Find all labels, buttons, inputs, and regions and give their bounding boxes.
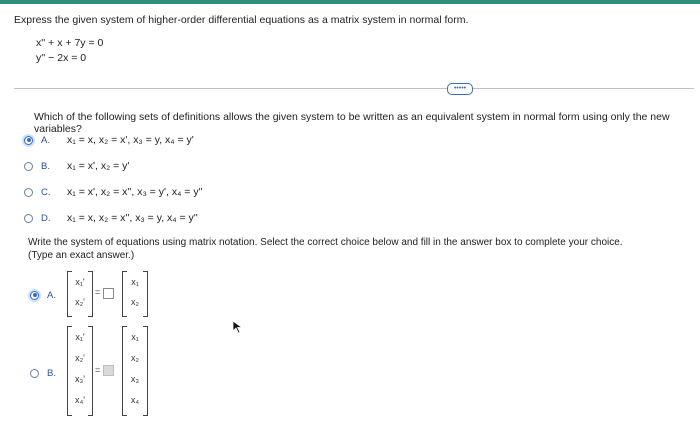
matrix-b-lhs <box>67 326 93 416</box>
option-d-text: x₁ = x, x₂ = x'', x₃ = y, x₄ = y'' <box>67 212 198 224</box>
matrix-b-lhs-cell: x₂' <box>75 353 85 363</box>
option-c[interactable] <box>24 184 203 200</box>
option-a-text: x₁ = x, x₂ = x', x₃ = y, x₄ = y' <box>67 134 194 146</box>
matrix-b-rhs-cell: x₄ <box>130 395 140 405</box>
matrix-option-a-letter: A. <box>47 289 56 301</box>
question2-prompt: Write the system of equations using matrix notation. Select the correct choice below and fill in the answer box to complete your choice. <box>28 237 623 248</box>
matrix-b-lhs-cell: x₃' <box>75 374 85 384</box>
matrix-b-rhs-cell: x₃ <box>130 374 140 384</box>
answer-box-a[interactable] <box>103 288 114 299</box>
matrix-b-lhs-cell: x₄' <box>75 395 85 405</box>
equation-1: x'' + x + 7y = 0 <box>36 37 104 49</box>
matrix-a-lhs <box>67 271 93 317</box>
matrix-a-lhs-cell: x₁' <box>75 277 85 287</box>
radio-matrix-a[interactable] <box>30 291 39 300</box>
mouse-pointer-icon <box>232 320 244 334</box>
option-b-letter: B. <box>41 160 50 172</box>
equals-sign: = <box>95 287 101 297</box>
option-b-text: x₁ = x', x₂ = y' <box>67 160 130 172</box>
matrix-b-lhs-cell: x₁' <box>75 332 85 342</box>
matrix-b-rhs <box>122 326 148 416</box>
radio-d[interactable] <box>24 214 33 223</box>
radio-b[interactable] <box>24 162 33 171</box>
matrix-b-rhs-cell: x₁ <box>131 332 139 342</box>
equation-2: y'' − 2x = 0 <box>36 52 87 64</box>
matrix-a-rhs <box>122 271 148 317</box>
matrix-a-rhs-cell: x₂ <box>131 297 139 307</box>
answer-box-b[interactable] <box>103 365 114 376</box>
radio-c[interactable] <box>24 188 33 197</box>
matrix-option-b-letter: B. <box>47 367 56 379</box>
option-d[interactable] <box>24 210 198 226</box>
question2-hint: (Type an exact answer.) <box>28 250 135 261</box>
option-c-text: x₁ = x', x₂ = x'', x₃ = y', x₄ = y'' <box>67 186 203 198</box>
expand-more-button[interactable]: ••••• <box>447 83 473 95</box>
radio-a[interactable] <box>24 136 33 145</box>
matrix-a-rhs-cell: x₁ <box>131 277 139 287</box>
option-a[interactable] <box>24 132 194 148</box>
radio-matrix-b[interactable] <box>30 369 39 378</box>
matrix-a-lhs-cell: x₂' <box>75 297 85 307</box>
instruction-text: Express the given system of higher-order differential equations as a matrix system in normal form. <box>14 14 469 26</box>
question1-prompt: Which of the following sets of definitions allows the given system to be written as an equivalent system in normal form using only the new variables? <box>34 111 670 135</box>
option-b[interactable] <box>24 158 129 174</box>
option-a-letter: A. <box>41 134 50 146</box>
top-accent-bar <box>0 0 700 4</box>
option-c-letter: C. <box>41 186 51 198</box>
matrix-b-rhs-cell: x₂ <box>131 353 139 363</box>
equals-sign: = <box>95 365 101 375</box>
option-d-letter: D. <box>41 212 51 224</box>
section-divider <box>14 88 694 89</box>
